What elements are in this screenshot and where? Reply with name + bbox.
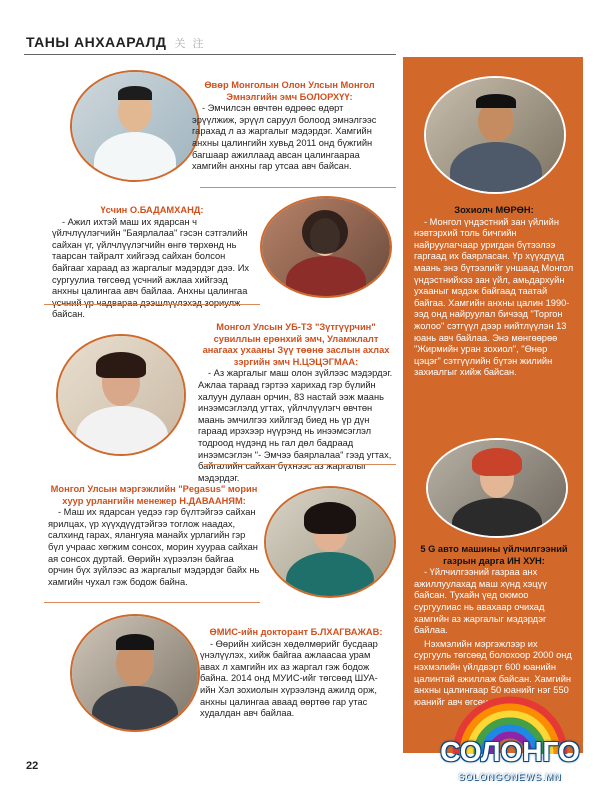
interview-4 <box>48 484 260 588</box>
interview-1 <box>192 80 387 173</box>
interview-6 <box>414 205 574 379</box>
logo-url: SOLONGONEWS.MN <box>458 772 562 782</box>
interview-2-title: Үсчин О.БАДАМХАНД: <box>100 205 204 215</box>
portrait-photo-6 <box>424 76 566 194</box>
portrait-photo-1 <box>70 70 200 182</box>
interview-3 <box>198 322 394 484</box>
interview-5-title: ӨМИС-ийн докторант Б.ЛХАГВАЖАВ: <box>209 627 383 637</box>
interview-2-text: - Ажил ихтэй маш их ядарсан ч үйлчлүүлэгчийн "Баярлалаа" гэсэн сэтгэлийн сайхан үг, үйлчлүүлэгчийн өнгө төрхөнд нь таарсан тайралт хийгээд сайхан болсон байгааг хараад аз жаргалыг мэдэрдэг дээ. Их сургуулиа төгсөөд үсчний ажлаа хийгээд анхны цалингаа авч байлаа. Анхны цалингаа үсчний үр чадвараа дээшлүүлэхэд зориулж байсан. <box>52 216 250 320</box>
portrait-photo-3 <box>56 334 186 456</box>
interview-1-title: Өвөр Монголын Олон Улсын Монгол Эмнэлгийн эмч БОЛОРХҮҮ: <box>204 80 375 102</box>
header-divider <box>24 54 396 55</box>
interview-7-text-2: Нэхмэлийн мэргэжлээр их сургууль төгсөөд болохоор 2000 онд нэхмэлийн үйлдвэрт 600 юанийн цалинтай ажиллаж байсан. Хамгийн анхны цалингаар 50 юанийг нэг 550 юанийг авч өгсөн. <box>414 638 572 707</box>
interview-4-title: Монгол Улсын мэргэжлийн "Pegasus" морин хуур урлангийн менежер Н.ДАВААНЯМ: <box>50 484 258 506</box>
solongo-logo <box>436 688 584 796</box>
header-title: ТАНЫ АНХААРАЛД <box>26 34 167 50</box>
portrait-photo-5 <box>70 614 200 732</box>
divider-2 <box>44 304 260 305</box>
interview-3-text: - Аз жаргалыг маш олон зүйлээс мэдэрдэг. Ажлаа тараад гэртээ харихад гэр бүлийн халуун дулаан орчин, 83 настай ээж маань инээмсэглэлд угтах, үйлчлүүлэгч өвчтөн маань эмчилгээ хийлгэд биед нь үр дүн гараад ирэхээр нүүрэнд нь инээмсэглэл тодроод нүдэнд нь гал дөл бадраад инээмсэглэн "- Эмчээ баярлалаа" гээд угтах, байгалийн сайхан бүхнээс аз жаргалыг мэдэрдэг. <box>198 368 393 483</box>
interview-6-text: - Монгол үндэстний зан үйлийн нэвтэрхий толь бичгийн найруулагчаар уригдан бүтээлээ гаргаад их баярласан. Үр хүүхдүүд маань энэ бүтээлийг уншаад Монгол үндэстнийхээ зан үйл, амьдархуйн ухааныг мэдэж байгаад таатай байгаа. Хамгийн анхны цалин 1990-ээд онд найруулал бичээд "Торгон жолоо" сэтгүүл дээр нийтлүүлэн 13 юань авч байлаа. Энэ мөнгөөрөө "Жирмийн уран зохиол", "Өнөр цэцэг" сэтгүүлийн бүтэн жилийн захиалгыг хийж байсан. <box>414 216 574 378</box>
portrait-photo-2 <box>260 196 392 298</box>
interview-5 <box>200 627 392 720</box>
logo-name: СОЛОНГО <box>440 736 580 767</box>
divider-4 <box>44 602 260 603</box>
interview-3-title: Монгол Улсын УБ-ТЗ "Зүтгүүрчин" сувиллын ерөнхий эмч, Уламжлалт анагаах ухааны Зүү төөнө заслын ахлах зэргийн эмч Н.ЦЭЦЭГМАА: <box>202 322 390 367</box>
interview-1-text: - Эмчилсэн өвчтөн өдрөөс өдөрт эрүүлжиж, эрүүл саруул болоод эмнэлгээс гарахад л аз жаргалыг мэдэрдэг. Хамгийн анхны цалингийн хувьд 2011 онд бүжгийн багшаар ажиллаад авсан цалингаараа хамгийн анхны гар утсаа авч байсан. <box>192 103 377 172</box>
interview-7 <box>414 544 574 708</box>
portrait-photo-7 <box>426 438 568 538</box>
interview-6-title: Зохиолч МӨРӨН: <box>454 205 534 215</box>
portrait-photo-4 <box>264 486 396 598</box>
interview-4-text: - Маш их ядарсан үедээ гэр бүлтэйгээ сайхан ярилцах, үр хүүхдүүдтэйгээ тоглож наадах, салхинд гарах, ялангуяа манайх урлагийн гэр бүл учраас хөгжим сонсох, морин хуураа сайхан ая сонсох дуртай. Өөрийн хүрээлэн байгаа орчин бүх зүйлээс аз жаргалыг мэдэрдэг байх нь хамгийн чухал гэж бодож байна. <box>48 507 260 587</box>
divider-3 <box>204 464 396 465</box>
interview-5-text: - Өөрийн хийсэн хөдөлмөрийг бусдаар үнэлүүлэх, хийж байгаа ажлаасаа урам авах л хамгийн их аз жаргал гэж бодож байна. 2014 онд МУИС-ийг төгсөөд ШУА-ийн Хэл зохиолын хүрээлэнд ажилд орж, анхны цалингаа аваад өөртөө гар утас худалдан авч байлаа. <box>200 638 378 719</box>
interview-7-text: - Үйлчилгээний газраа анх ажиллуулахад маш хүнд хэцүү байсан. Тухайн үед оюмоо сургуулиас нь авахаар очихад хамгийн аз жаргалыг мэдэрдэг байлаа. <box>414 567 547 636</box>
section-header <box>26 34 206 51</box>
header-subtitle: 关 注 <box>174 38 206 50</box>
interview-7-title: 5 G авто машины үйлчилгээний газрын дарга ИН ХУН: <box>420 544 568 566</box>
divider-1 <box>200 187 396 188</box>
page-number: 22 <box>26 760 39 772</box>
